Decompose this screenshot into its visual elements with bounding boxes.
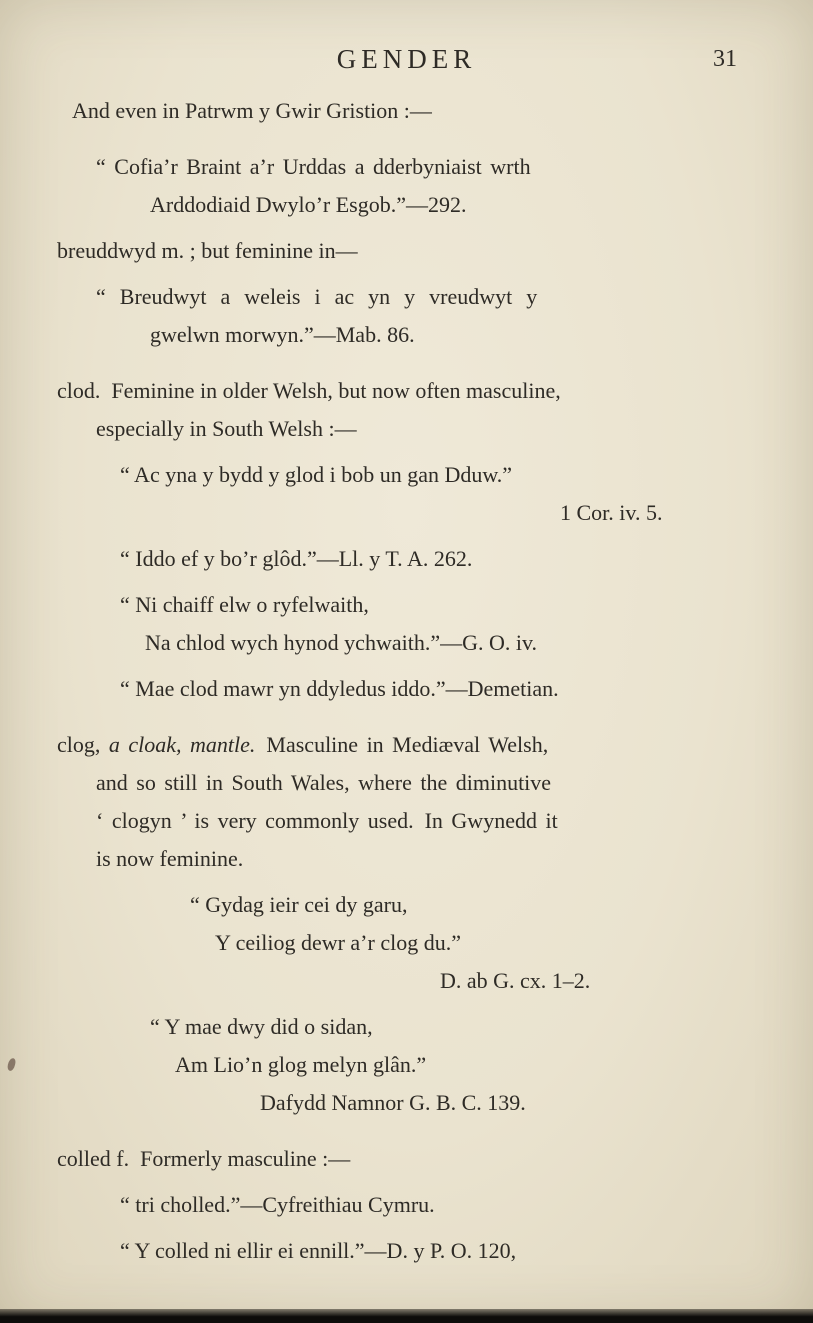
text-line: Arddodiaid Dwylo’r Esgob.”—292. [150, 192, 467, 217]
text-line: “ Mae clod mawr yn ddyledus iddo.”—Demetian. [120, 676, 559, 701]
page-body [0, 92, 813, 1270]
text-line: and so still in South Wales, where the diminutive [96, 770, 552, 795]
text-line: “ Iddo ef y bo’r glôd.”—Ll. y T. A. 262. [120, 546, 473, 571]
page-header [0, 0, 813, 76]
text-line: “ Y mae dwy did o sidan, [150, 1014, 373, 1039]
text-line: D. ab G. cx. 1–2. [440, 968, 591, 993]
text-line: especially in South Welsh :— [96, 416, 357, 441]
text-segment: Masculine in Mediæval Welsh, [255, 732, 549, 757]
text-line: is now feminine. [96, 846, 244, 871]
page-number: 31 [713, 46, 737, 72]
text-line: Na chlod wych hynod ychwaith.”—G. O. iv. [145, 630, 538, 655]
text-line: ‘ clogyn ’ is very commonly used. In Gwynedd it [96, 808, 558, 833]
text-line: colled f. Formerly masculine :— [57, 1146, 351, 1171]
text-line: breuddwyd m. ; but feminine in— [57, 238, 358, 263]
text-line: “ tri cholled.”—Cyfreithiau Cymru. [120, 1192, 435, 1217]
text-line: “ Gydag ieir cei dy garu, [190, 892, 408, 917]
text-line: gwelwn morwyn.”—Mab. 86. [150, 322, 415, 347]
text-line: “ Ni chaiff elw o ryfelwaith, [120, 592, 369, 617]
text-line: “ Cofia’r Braint a’r Urddas a dderbyniaist wrth [96, 154, 531, 179]
text-line: clod. Feminine in older Welsh, but now often masculine, [57, 378, 561, 403]
text-line: “ Ac yna y bydd y glod i bob un gan Dduw.” [120, 462, 513, 487]
text-line: “ Y colled ni ellir ei ennill.”—D. y P. O. 120, [120, 1238, 517, 1263]
scan-edge-bottom [0, 1309, 813, 1323]
text-line: Am Lio’n glog melyn glân.” [175, 1052, 427, 1077]
text-segment: clog, [57, 732, 109, 757]
text-line: And even in Patrwm y Gwir Gristion :— [72, 98, 432, 123]
running-title: GENDER [336, 44, 477, 74]
text-line [57, 726, 755, 764]
text-line: Dafydd Namnor G. B. C. 139. [260, 1090, 526, 1115]
text-segment-italic: a cloak, mantle. [108, 732, 256, 757]
text-line: Y ceiliog dewr a’r clog du.” [215, 930, 461, 955]
text-line: “ Breudwyt a weleis i ac yn y vreudwyt y [96, 284, 538, 309]
text-line: 1 Cor. iv. 5. [560, 500, 663, 525]
